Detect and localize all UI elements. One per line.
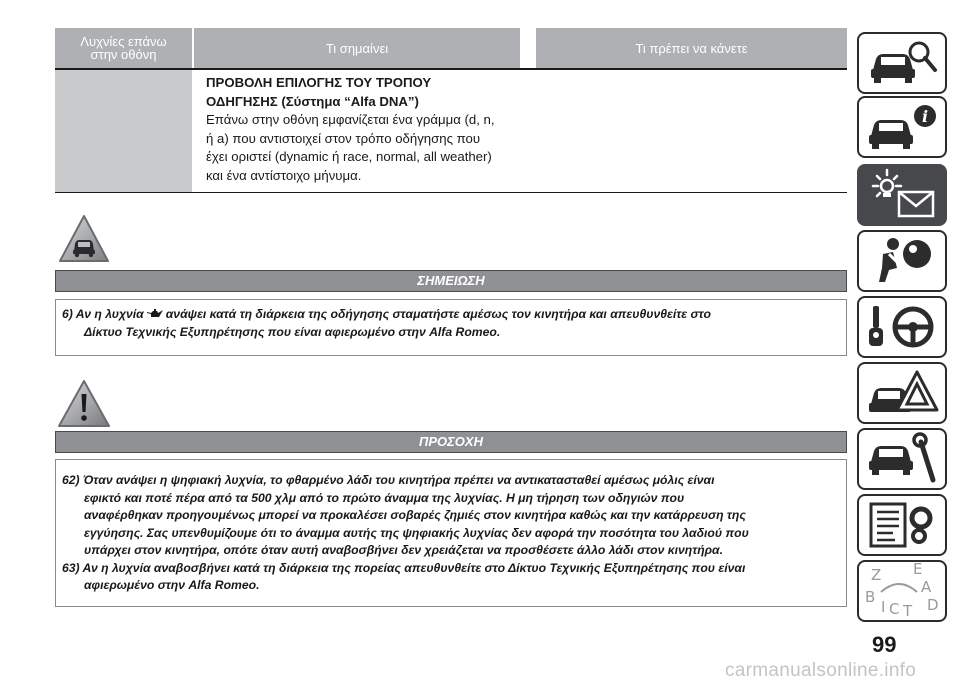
side-tab-technical-data[interactable]: [857, 494, 947, 556]
note-item-number: 6): [62, 307, 73, 321]
note-banner: ΣΗΜΕΙΩΣΗ: [55, 270, 847, 292]
side-tab-car-info[interactable]: [857, 96, 947, 158]
car-maintenance-icon: [859, 430, 945, 488]
row-title-line1: ΠΡΟΒΟΛΗ ΕΠΙΛΟΓΗΣ ΤΟΥ ΤΡΟΠΟΥ: [206, 75, 432, 90]
car-info-icon: [859, 98, 945, 156]
index-letter-c: C: [889, 600, 900, 618]
exclamation-triangle-icon: [56, 378, 112, 430]
caution-63-line1: 63) Αν η λυχνία αναβοσβήνει κατά τη διάρκεια της πορείας απευθυνθείτε στο Δίκτυο Τεχνικής Εξυπηρέτησης που είναι: [62, 560, 746, 575]
caution-62-line4: εγγύησης. Σας υπενθυμίζουμε ότι το άναμμα αυτής της ψηφιακής λυχνίας δεν αφορά την ποσότητα του λαδιού που: [84, 525, 749, 540]
side-tab-safety[interactable]: [857, 230, 947, 292]
row-body-line3: έχει οριστεί (dynamic ή race, normal, all weather): [206, 149, 492, 165]
table-header: [55, 28, 847, 68]
row-body-line2: ή a) που αντιστοιχεί στον τρόπο οδήγησης που: [206, 130, 481, 146]
emergency-triangle-icon: [859, 364, 945, 422]
index-letter-d: D: [927, 596, 939, 614]
caution-63-line2: αφιερωμένο στην Alfa Romeo.: [84, 578, 260, 592]
header-col-meaning: Τι σημαίνει: [194, 28, 520, 68]
table-bottom-rule: [55, 192, 847, 193]
alphabetical-index-icon: [859, 562, 945, 620]
page-number: 99: [872, 632, 897, 657]
caution-62-line5: υπάρχει στον κινητήρα, οπότε όταν αυτή αναβοσβήνει δεν χρειάζεται να προσθέσετε άλλο λάδι στον κινητήρα.: [84, 543, 723, 557]
row-meaning-cell: [194, 70, 520, 192]
svg-text:i: i: [921, 107, 929, 126]
side-tab-warning-lights[interactable]: [857, 164, 947, 226]
index-letter-i: I: [881, 598, 886, 616]
oil-can-icon: [146, 308, 164, 319]
note-item-6: [62, 306, 840, 341]
index-letter-b: B: [865, 588, 876, 606]
warning-lights-table: [55, 28, 847, 193]
note-text-line1: ανάψει κατά τη διάρκεια της οδήγησης σταματήστε αμέσως τον κινητήρα και απευθυνθείτε στο: [165, 307, 711, 321]
watermark: carmanualsonline.info: [725, 660, 917, 681]
caution-banner: ΠΡΟΣΟΧΗ: [55, 431, 847, 453]
table-row: [55, 70, 847, 192]
header-col-lights-line2: στην οθόνη: [90, 47, 157, 62]
index-letter-z: Z: [871, 566, 882, 584]
caution-item-63: [62, 560, 840, 595]
row-body-line4: και ένα αντίστοιχο μήνυμα.: [206, 167, 362, 183]
side-tab-maintenance[interactable]: [857, 428, 947, 490]
warning-lights-icon: [859, 166, 945, 224]
row-body-line1: Επάνω στην οθόνη εμφανίζεται ένα γράμμα (d, n,: [206, 112, 495, 128]
note-text-start: Αν η λυχνία: [75, 307, 144, 321]
caution-item-62: [62, 472, 840, 560]
header-col-lights-line1: Λυχνίες επάνω: [80, 34, 167, 49]
header-col-lights: [55, 28, 192, 68]
technical-data-icon: [859, 496, 945, 554]
side-tab-starting-driving[interactable]: [857, 296, 947, 358]
side-tab-index[interactable]: [857, 560, 947, 622]
index-letter-e: E: [913, 562, 923, 578]
note-text-line2: Δίκτυο Τεχνικής Εξυπηρέτησης που είναι αφιερωμένο στην Alfa Romeo.: [84, 324, 501, 339]
airbag-safety-icon: [859, 232, 945, 290]
caution-box: [55, 459, 847, 607]
car-search-icon: [859, 34, 945, 92]
note-box: [55, 299, 847, 356]
row-light-cell: [55, 70, 192, 192]
row-title-line2: ΟΔΗΓΗΣΗΣ (Σύστημα “Alfa DNA”): [206, 93, 419, 109]
side-tab-car-search[interactable]: [857, 32, 947, 94]
index-letter-a: A: [921, 578, 932, 596]
caution-62-line1: 62) Όταν ανάψει η ψηφιακή λυχνία, το φθαρμένο λάδι του κινητήρα πρέπει να αντικατασταθεί αμέσως μόλις είναι: [62, 473, 715, 487]
caution-62-line2: εφικτό και ποτέ πέρα από τα 500 χλμ από το πρώτο άναμμα της λυχνίας. Η μη τήρηση των οδηγιών που: [84, 490, 685, 505]
index-letter-t: T: [903, 602, 913, 620]
caution-62-line3: αναφέρθηκαν προηγουμένως μπορεί να προκαλέσει σοβαρές ζημιές στον κινητήρα καθώς και την κατάρρευση της: [84, 508, 746, 522]
header-col-action: Τι πρέπει να κάνετε: [536, 28, 847, 68]
car-note-icon: [57, 213, 111, 265]
key-steering-icon: [859, 298, 945, 356]
side-tab-emergency[interactable]: [857, 362, 947, 424]
